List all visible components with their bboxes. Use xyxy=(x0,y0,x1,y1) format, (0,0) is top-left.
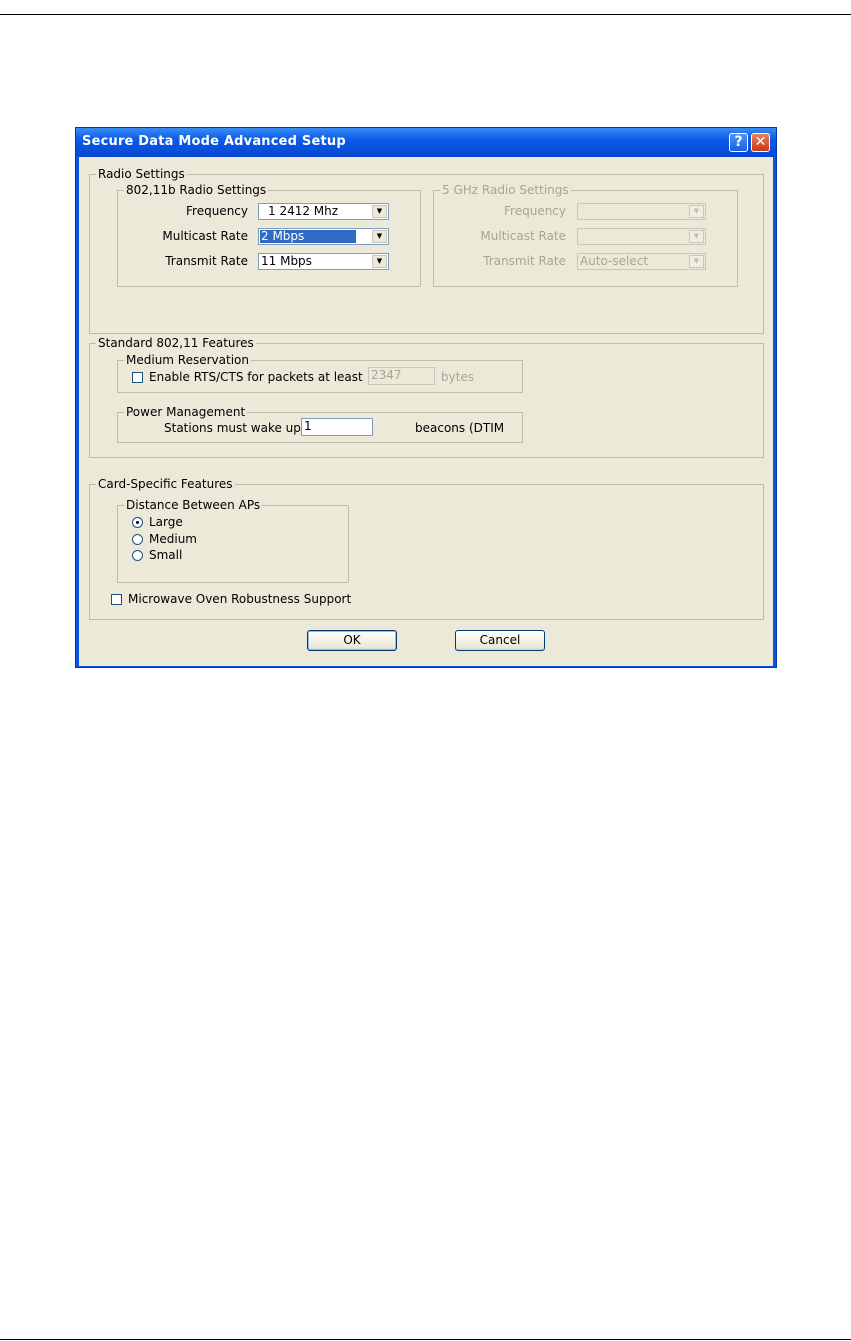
chevron-down-icon[interactable]: ▼ xyxy=(372,205,387,218)
ghz-transmit-rate-label: Transmit Rate xyxy=(483,254,566,268)
radio-settings-group xyxy=(89,167,764,334)
page-top-rule xyxy=(0,14,851,15)
card-features-label: Card-Specific Features xyxy=(98,477,233,491)
rts-cts-label: Enable RTS/CTS for packets at least xyxy=(149,370,363,384)
power-management-label: Power Management xyxy=(126,405,246,419)
medium-reservation-group xyxy=(117,353,523,393)
ghz-multicast-rate-select[interactable] xyxy=(577,228,706,245)
standard-features-label: Standard 802,11 Features xyxy=(98,336,254,350)
multicast-rate-label: Multicast Rate xyxy=(162,229,248,243)
distance-medium-label: Medium xyxy=(149,532,197,546)
ghz-radio-settings-group xyxy=(433,183,738,287)
ghz-transmit-rate-value: Auto-select xyxy=(580,254,649,268)
frequency-value: 1 2412 Mhz xyxy=(268,204,339,218)
card-features-group xyxy=(89,477,764,620)
dtim-unit-label: beacons (DTIM xyxy=(415,421,505,435)
b-radio-settings-label: 802,11b Radio Settings xyxy=(126,183,267,197)
standard-features-group xyxy=(89,336,764,458)
distance-small-label: Small xyxy=(149,548,183,562)
close-icon: ✕ xyxy=(754,134,767,150)
ghz-frequency-select[interactable] xyxy=(577,203,706,220)
rts-threshold-field[interactable]: 2347 xyxy=(368,367,435,385)
power-management-group xyxy=(117,405,523,443)
dialog-body xyxy=(79,157,773,666)
distance-small-radio[interactable] xyxy=(132,550,143,561)
chevron-down-icon[interactable]: ▼ xyxy=(689,255,704,268)
ghz-frequency-label: Frequency xyxy=(504,204,566,218)
chevron-down-icon[interactable]: ▼ xyxy=(689,205,704,218)
transmit-rate-select[interactable] xyxy=(258,253,389,270)
transmit-rate-value: 11 Mbps xyxy=(261,254,312,268)
radio-settings-label: Radio Settings xyxy=(98,167,185,181)
transmit-rate-label: Transmit Rate xyxy=(165,254,248,268)
wake-up-label: Stations must wake up xyxy=(164,421,301,435)
microwave-robustness-label: Microwave Oven Robustness Support xyxy=(128,592,352,606)
b-radio-settings-group xyxy=(117,183,421,287)
medium-reservation-label: Medium Reservation xyxy=(126,353,249,367)
distance-between-aps-label: Distance Between APs xyxy=(126,498,261,512)
distance-large-label: Large xyxy=(149,515,183,529)
rts-cts-checkbox[interactable] xyxy=(132,372,143,383)
chevron-down-icon[interactable]: ▼ xyxy=(689,230,704,243)
chevron-down-icon[interactable]: ▼ xyxy=(372,230,387,243)
radio-selected-dot xyxy=(136,521,139,524)
chevron-down-icon[interactable]: ▼ xyxy=(372,255,387,268)
window-title: Secure Data Mode Advanced Setup xyxy=(82,134,346,149)
distance-between-aps-group xyxy=(117,498,349,583)
title-bar[interactable] xyxy=(76,128,776,157)
ghz-radio-settings-label: 5 GHz Radio Settings xyxy=(442,183,569,197)
ok-button[interactable]: OK xyxy=(307,630,397,651)
ghz-multicast-rate-label: Multicast Rate xyxy=(480,229,566,243)
page-bottom-rule xyxy=(0,1339,851,1340)
rts-unit-label: bytes xyxy=(441,370,475,384)
dialog-window xyxy=(75,127,777,668)
frequency-select[interactable] xyxy=(258,203,389,220)
microwave-robustness-checkbox[interactable] xyxy=(111,594,122,605)
dtim-interval-field[interactable]: 1 xyxy=(301,418,373,436)
close-button[interactable] xyxy=(751,133,770,152)
ghz-transmit-rate-select[interactable] xyxy=(577,253,706,270)
frequency-label: Frequency xyxy=(186,204,248,218)
multicast-rate-value: 2 Mbps xyxy=(260,230,356,243)
multicast-rate-select[interactable] xyxy=(258,228,389,245)
help-button[interactable] xyxy=(729,133,748,152)
help-icon: ? xyxy=(734,134,743,150)
distance-medium-radio[interactable] xyxy=(132,534,143,545)
distance-large-radio[interactable] xyxy=(132,517,143,528)
cancel-button[interactable]: Cancel xyxy=(455,630,545,651)
